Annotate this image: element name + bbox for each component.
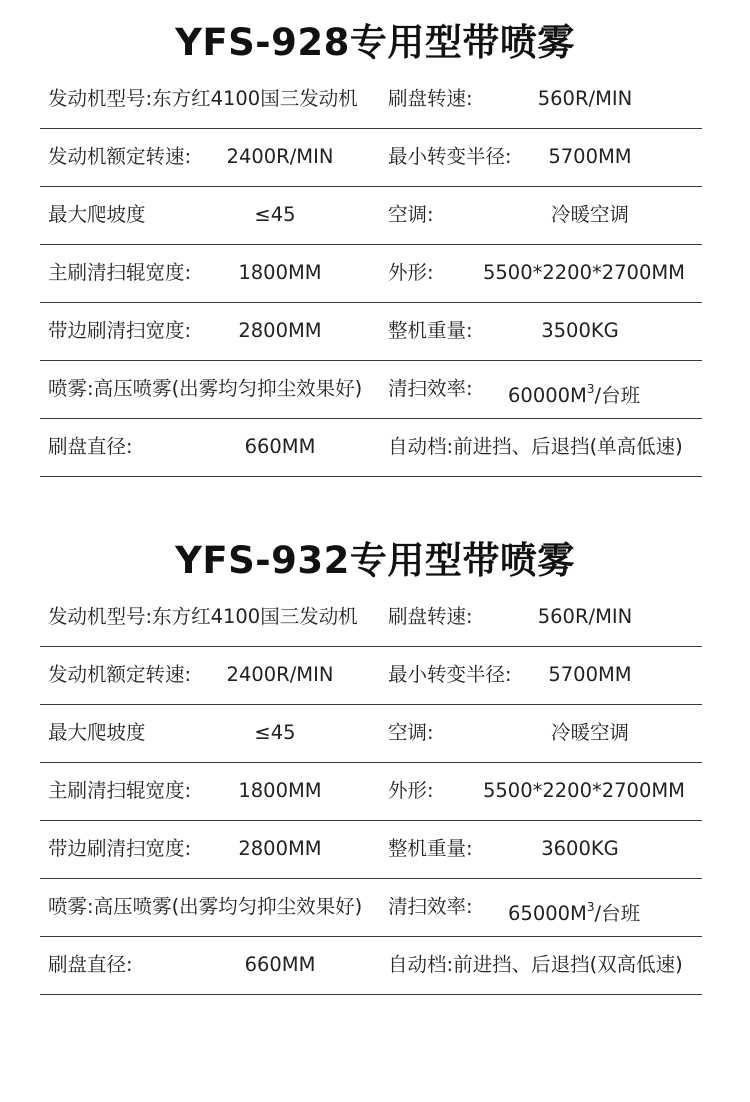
spec-label: 整机重量: [388,319,473,342]
spec-label: 最小转变半径: [388,663,512,686]
spec-value: 1800MM [238,779,322,802]
spec-value: 3600KG [541,837,619,860]
spec-row [40,302,702,361]
spec-value: 5700MM [548,145,632,168]
spec-value [508,878,640,936]
spec-label: 主刷清扫辊宽度: [48,779,192,802]
spec-row [40,128,702,187]
spec-value: 560R/MIN [537,605,633,628]
spec-label: 清扫效率: [388,377,473,400]
spec-row [40,820,702,879]
spec-label: 清扫效率: [388,895,473,918]
spec-label: 喷雾:高压喷雾(出雾均匀抑尘效果好) [48,377,363,400]
spec-label: 自动档:前进挡、后退挡(双高低速) [388,953,683,976]
spec-value: 冷暖空调 [550,721,629,744]
spec-label: 最大爬坡度 [48,721,146,744]
spec-value: ≤45 [254,721,296,744]
spec-value: ≤45 [254,203,296,226]
spec-label: 整机重量: [388,837,473,860]
spec-value-number: 60000M [508,384,587,407]
spec-value-number: 65000M [508,902,587,925]
spec-row [40,418,702,477]
spec-label: 刷盘直径: [48,435,133,458]
spec-value: 2800MM [238,837,322,860]
spec-value: 冷暖空调 [550,203,629,226]
spec-row [40,360,702,419]
spec-row [40,588,702,647]
spec-label: 空调: [388,721,434,744]
spec-label: 发动机额定转速: [48,145,192,168]
spec-value-superscript: 3 [586,382,595,396]
spec-label: 刷盘转速: [388,87,473,110]
spec-label: 喷雾:高压喷雾(出雾均匀抑尘效果好) [48,895,363,918]
spec-value: 660MM [244,953,316,976]
spec-value: 560R/MIN [537,87,633,110]
spec-value: 660MM [244,435,316,458]
spec-row [40,70,702,129]
spec-row [40,646,702,705]
spec-row [40,878,702,937]
spec-label: 带边刷清扫宽度: [48,319,192,342]
spec-label: 带边刷清扫宽度: [48,837,192,860]
spec-value-suffix: /台班 [594,902,641,925]
spec-row [40,762,702,821]
spec-label: 主刷清扫辊宽度: [48,261,192,284]
spec-value: 2800MM [238,319,322,342]
spec-title-928: YFS-928专用型带喷雾 [175,21,575,64]
spec-value: 5500*2200*2700MM [482,261,686,284]
spec-label: 发动机型号:东方红4100国三发动机 [48,605,358,628]
spec-value-superscript: 3 [586,900,595,914]
spec-row [40,244,702,303]
spec-label: 发动机额定转速: [48,663,192,686]
spec-label: 自动档:前进挡、后退挡(单高低速) [388,435,683,458]
spec-value: 2400R/MIN [226,663,334,686]
spec-value: 5700MM [548,663,632,686]
spec-value: 5500*2200*2700MM [482,779,686,802]
spec-label: 外形: [388,779,434,802]
spec-row [40,186,702,245]
spec-row [40,936,702,995]
spec-value: 2400R/MIN [226,145,334,168]
spec-label: 刷盘直径: [48,953,133,976]
spec-label: 刷盘转速: [388,605,473,628]
spec-label: 最小转变半径: [388,145,512,168]
spec-value [508,360,640,418]
spec-value: 3500KG [541,319,619,342]
spec-title-932: YFS-932专用型带喷雾 [175,539,575,582]
spec-row [40,704,702,763]
spec-value-suffix: /台班 [594,384,641,407]
spec-value: 1800MM [238,261,322,284]
spec-label: 发动机型号:东方红4100国三发动机 [48,87,358,110]
spec-label: 最大爬坡度 [48,203,146,226]
spec-label: 外形: [388,261,434,284]
spec-label: 空调: [388,203,434,226]
